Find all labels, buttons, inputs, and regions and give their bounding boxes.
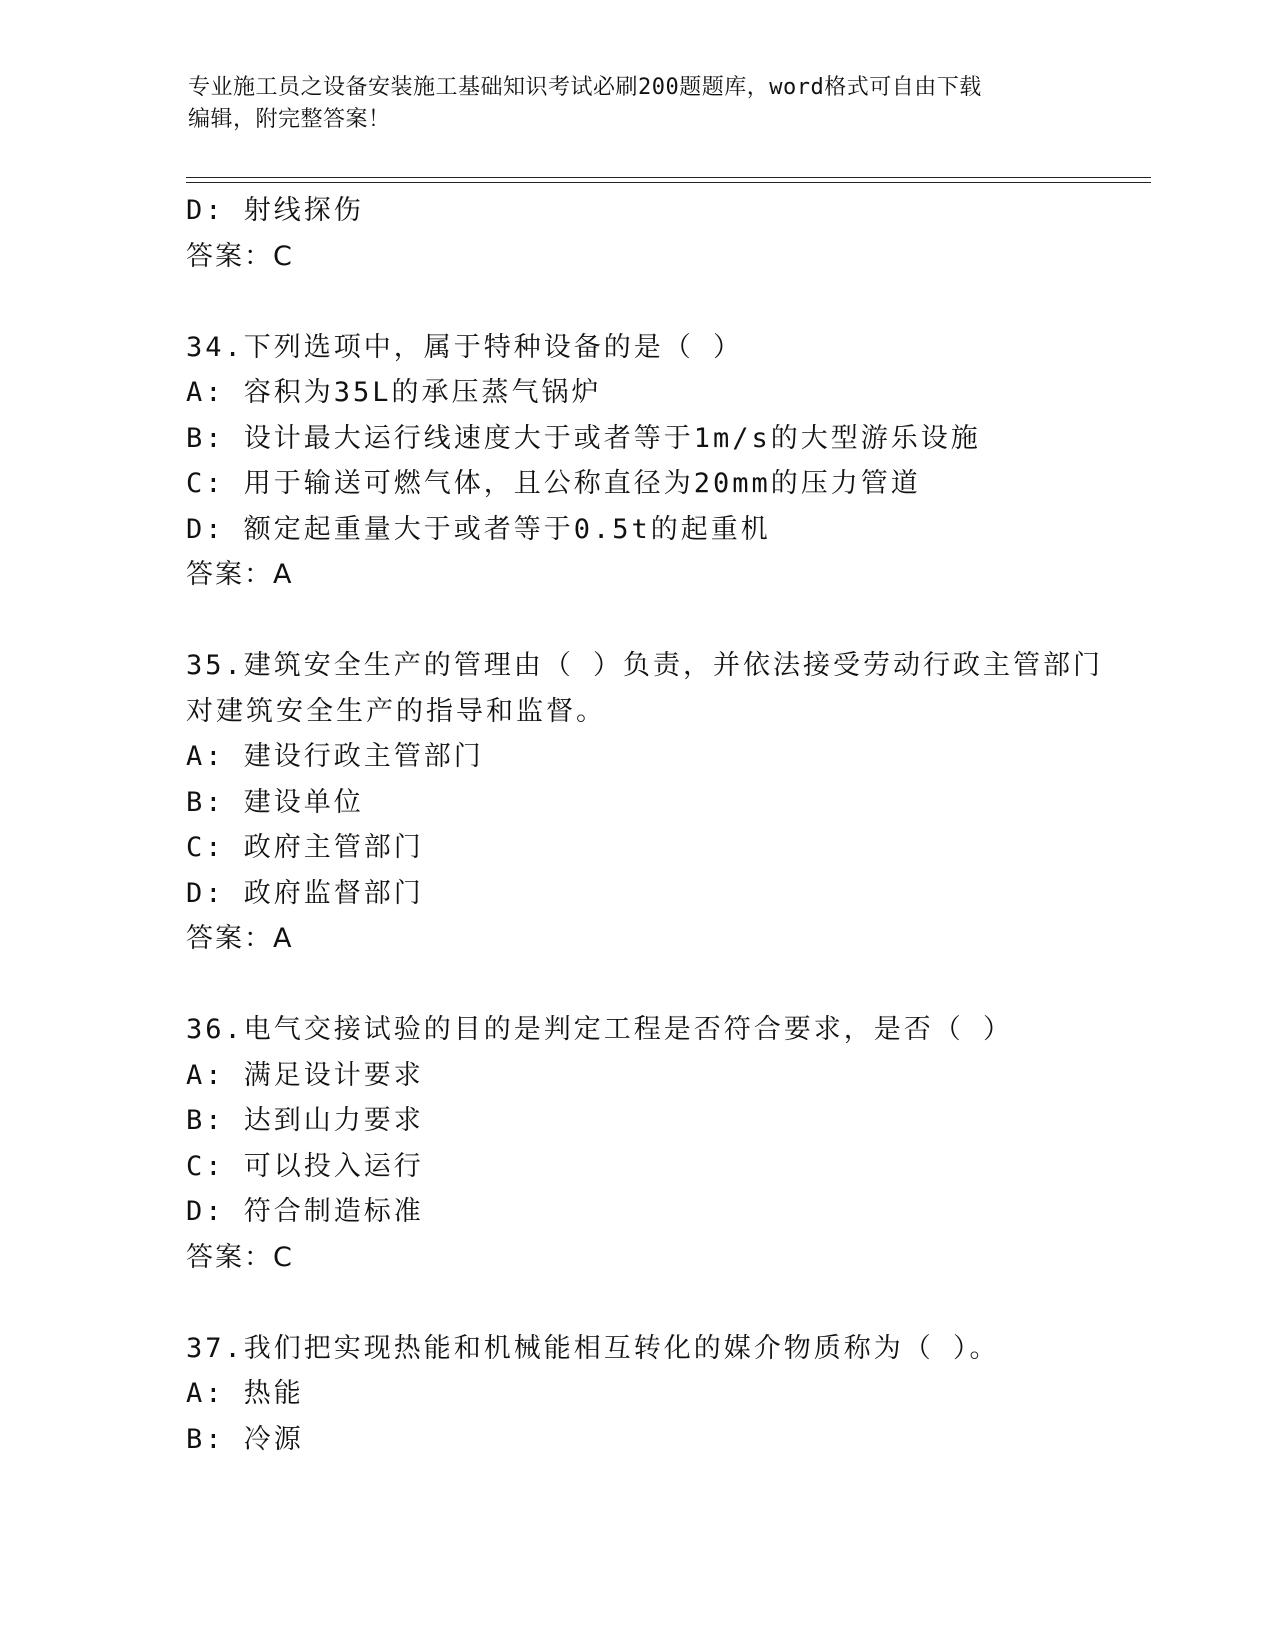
spacer — [186, 1280, 1151, 1326]
question-text: 35.建筑安全生产的管理由（ ）负责，并依法接受劳动行政主管部门 — [186, 650, 1104, 681]
header-rule-bottom — [186, 182, 1151, 183]
answer: 答案：C — [186, 1241, 294, 1273]
option-b: B: 建设单位 — [186, 786, 364, 818]
prev-answer: 答案：C — [186, 240, 294, 272]
header-rule-top — [186, 177, 1151, 178]
document-header — [188, 72, 1068, 136]
question-35 — [186, 643, 1151, 962]
question-list — [186, 188, 1151, 1462]
option-b: B: 冷源 — [186, 1423, 304, 1455]
answer: 答案：A — [186, 559, 294, 590]
question-text: 37.我们把实现热能和机械能相互转化的媒介物质称为（ ）。 — [186, 1332, 1000, 1364]
option-d: D: 政府监督部门 — [186, 877, 424, 909]
option-a: A: 满足设计要求 — [186, 1059, 424, 1091]
option-d: D: 符合制造标准 — [186, 1196, 424, 1227]
option-a: A: 容积为35L的承压蒸气锅炉 — [186, 377, 602, 408]
option-b: B: 设计最大运行线速度大于或者等于1m/s的大型游乐设施 — [186, 422, 981, 454]
question-text: 34.下列选项中，属于特种设备的是（ ） — [186, 331, 744, 363]
option-a: A: 热能 — [186, 1378, 304, 1409]
question-37 — [186, 1326, 1151, 1463]
header-title-line-1: 专业施工员之设备安装施工基础知识考试必刷200题题库，word格式可自由下载 — [188, 75, 982, 100]
option-c: C: 可以投入运行 — [186, 1150, 424, 1182]
question-text-continued: 对建筑安全生产的指导和监督。 — [186, 695, 606, 727]
option-c: C: 用于输送可燃气体，且公称直径为20mm的压力管道 — [186, 468, 921, 499]
option-b: B: 达到山力要求 — [186, 1105, 424, 1136]
spacer — [186, 962, 1151, 1008]
option-d: D: 额定起重量大于或者等于0.5t的起重机 — [186, 513, 771, 545]
prev-option-d: D: 射线探伤 — [186, 195, 364, 226]
spacer — [186, 279, 1151, 325]
answer: 答案：A — [186, 923, 294, 954]
question-36 — [186, 1007, 1151, 1280]
option-c: C: 政府主管部门 — [186, 832, 424, 863]
spacer — [186, 598, 1151, 644]
question-34 — [186, 325, 1151, 598]
header-title-line-2: 编辑，附完整答案！ — [188, 107, 391, 132]
question-text: 36.电气交接试验的目的是判定工程是否符合要求，是否（ ） — [186, 1014, 1014, 1045]
option-a: A: 建设行政主管部门 — [186, 741, 484, 772]
